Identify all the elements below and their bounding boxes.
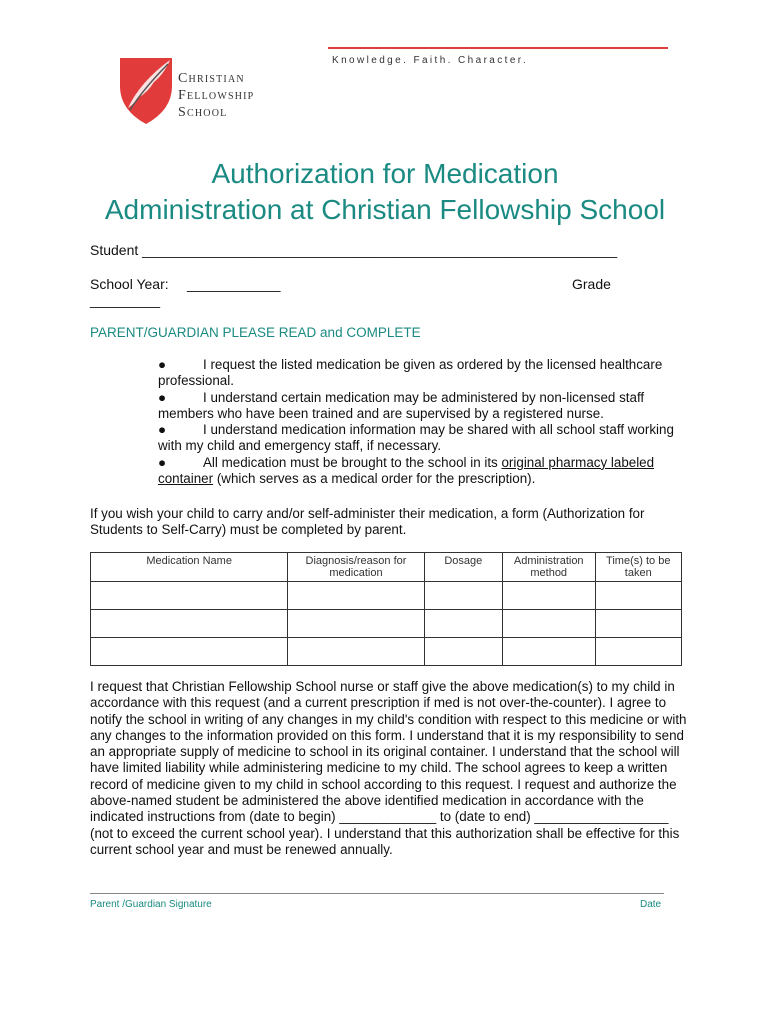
table-cell[interactable]: [595, 638, 682, 666]
col-dosage: Dosage: [424, 553, 502, 582]
table-cell[interactable]: [288, 582, 424, 610]
parent-signature-label: Parent /Guardian Signature: [90, 899, 212, 910]
school-name: [178, 70, 254, 121]
school-year-blank[interactable]: ____________: [187, 276, 281, 292]
authorization-paragraph: I request that Christian Fellowship School nurse or staff give the above medication(s) to my child in accordance with this request (and a current prescription if med is not over-the-counter). I agree to notify the school in writing of any changes in my child's condition with respect to this medicine or with any changes to the information provided on this form. I understand that it is my responsibility to send an appropriate supply of medicine to school in its original container. I understand that the school will have limited liability while administering medicine to my child. The school agrees to keep a written record of medicine given to my child in school according to this request. I request and authorize the above-named student be administered the above identified medication in accordance with the indicated instructions from (date to begin) _____________ to (date to end) __________________ (not to exceed the current school year). I understand that this authorization shall be effective for this current school year and must be renewed annually.: [90, 679, 687, 857]
table-cell[interactable]: [288, 610, 424, 638]
student-label: Student: [90, 242, 139, 258]
title-line2: Administration at Christian Fellowship School: [104, 194, 666, 225]
bullet-icon: ●: [158, 454, 167, 470]
school-logo: [114, 52, 178, 126]
title-line1: Authorization for Medication: [211, 158, 559, 189]
bullet-icon: ●: [158, 357, 167, 372]
table-cell[interactable]: [91, 638, 288, 666]
list-item: ● I understand medication information may be shared with all school staff working with my child and emergency staff, if necessary.: [158, 422, 674, 454]
school-name-line1: Christian: [178, 71, 245, 86]
table-cell[interactable]: [424, 638, 502, 666]
school-year-label: School Year:: [90, 276, 169, 292]
table-cell[interactable]: [502, 582, 595, 610]
table-cell[interactable]: [424, 582, 502, 610]
section-heading: PARENT/GUARDIAN PLEASE READ and COMPLETE: [90, 325, 421, 340]
shield-feather-icon: [114, 52, 178, 126]
col-diagnosis: Diagnosis/reason for medication: [288, 553, 424, 582]
student-blank[interactable]: _____________________________________________________________: [142, 242, 618, 258]
bullet-list: [158, 357, 688, 487]
signature-line[interactable]: [90, 893, 664, 894]
date-label: Date: [640, 899, 662, 910]
self-carry-note: If you wish your child to carry and/or self-administer their medication, a form (Authorization for Students to Self-Carry) must be completed by parent.: [90, 506, 645, 538]
table-cell[interactable]: [502, 610, 595, 638]
table-row: [91, 638, 682, 666]
header-rule: [328, 47, 668, 49]
list-item: ● All medication must be brought to the school in its original pharmacy labeled container (which serves as a medical order for the prescription).: [158, 454, 655, 487]
bullet-icon: ●: [158, 389, 167, 405]
table-row: [91, 610, 682, 638]
table-row: [91, 582, 682, 610]
table-header-row: [91, 553, 682, 582]
school-name-line3: School: [178, 105, 228, 120]
grade-label: Grade: [572, 276, 611, 292]
list-item: ● I understand certain medication may be administered by non-licensed staff members who have been trained and are supervised by a registered nurse.: [158, 389, 645, 421]
table-cell[interactable]: [91, 582, 288, 610]
tagline: Knowledge. Faith. Character.: [332, 55, 529, 66]
underlined-text: original pharmacy labeled container: [158, 454, 655, 487]
table-cell[interactable]: [595, 610, 682, 638]
col-administration-method: Administration method: [502, 553, 595, 582]
grade-blank[interactable]: _________: [90, 292, 161, 308]
bullet-icon: ●: [158, 422, 167, 438]
table-cell[interactable]: [288, 638, 424, 666]
table-cell[interactable]: [91, 610, 288, 638]
table-cell[interactable]: [424, 610, 502, 638]
list-item: ● I request the listed medication be given as ordered by the licensed healthcare professional.: [158, 357, 663, 389]
medication-table: [90, 552, 682, 666]
col-medication-name: Medication Name: [91, 553, 288, 582]
table-cell[interactable]: [502, 638, 595, 666]
table-cell[interactable]: [595, 582, 682, 610]
student-field[interactable]: [90, 242, 617, 258]
school-name-line2: Fellowship: [178, 88, 255, 103]
page-title: [60, 156, 710, 228]
col-times: Time(s) to be taken: [595, 553, 682, 582]
